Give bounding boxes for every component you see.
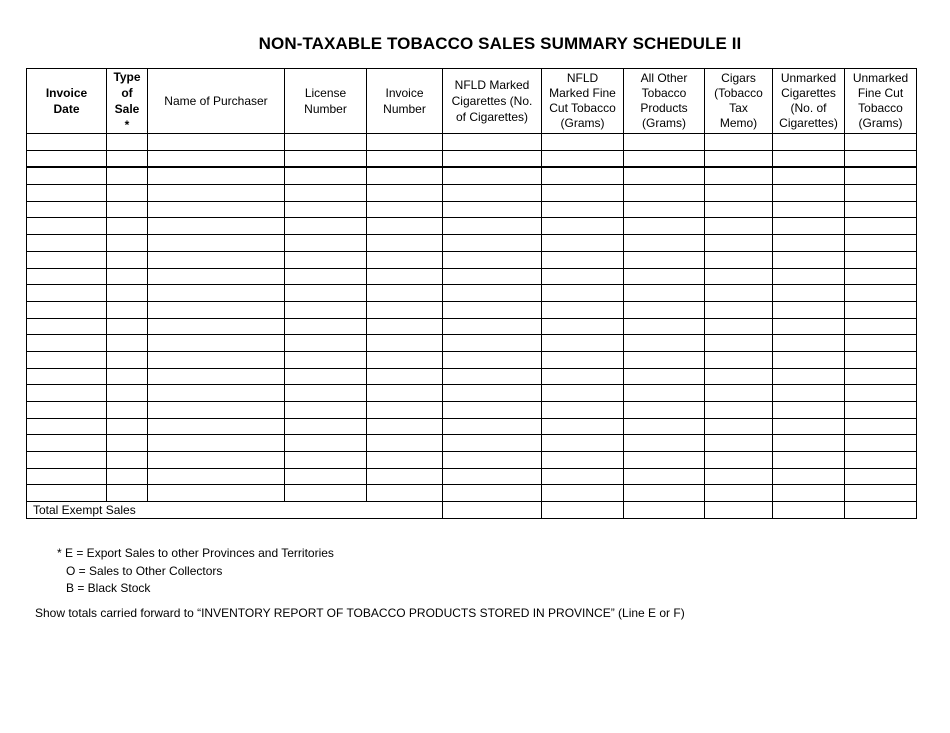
table-cell[interactable] <box>542 435 624 452</box>
table-cell[interactable] <box>148 318 285 335</box>
table-cell[interactable] <box>542 268 624 285</box>
table-cell[interactable] <box>443 268 542 285</box>
table-cell[interactable] <box>443 335 542 352</box>
table-cell[interactable] <box>285 218 367 235</box>
table-cell[interactable] <box>148 301 285 318</box>
table-cell[interactable] <box>285 318 367 335</box>
table-cell[interactable] <box>107 235 148 252</box>
table-cell[interactable] <box>285 134 367 151</box>
header-unmarked-fine-cut: Unmarked Fine Cut Tobacco (Grams) <box>845 69 917 134</box>
table-cell[interactable] <box>285 468 367 485</box>
table-cell[interactable] <box>27 301 107 318</box>
table-cell[interactable] <box>367 335 443 352</box>
table-cell[interactable] <box>542 134 624 151</box>
table-cell[interactable] <box>443 167 542 184</box>
table-cell[interactable] <box>773 251 845 268</box>
total-cell[interactable] <box>443 502 542 519</box>
table-cell[interactable] <box>542 485 624 502</box>
table-cell[interactable] <box>443 185 542 202</box>
table-cell[interactable] <box>107 150 148 167</box>
table-cell[interactable] <box>27 402 107 419</box>
table-cell[interactable] <box>542 235 624 252</box>
table-row <box>27 368 917 385</box>
table-cell[interactable] <box>148 435 285 452</box>
table-cell[interactable] <box>107 268 148 285</box>
table-cell[interactable] <box>845 335 917 352</box>
table-cell[interactable] <box>27 351 107 368</box>
header-name-of-purchaser: Name of Purchaser <box>148 69 285 134</box>
table-cell[interactable] <box>148 251 285 268</box>
table-cell[interactable] <box>624 318 705 335</box>
table-cell[interactable] <box>367 301 443 318</box>
table-cell[interactable] <box>285 251 367 268</box>
table-row <box>27 335 917 352</box>
table-row <box>27 468 917 485</box>
table-cell[interactable] <box>148 468 285 485</box>
table-cell[interactable] <box>705 351 773 368</box>
table-cell[interactable] <box>845 385 917 402</box>
legend-export: * E = Export Sales to other Provinces and Territories <box>57 546 334 560</box>
table-cell[interactable] <box>148 218 285 235</box>
table-cell[interactable] <box>845 435 917 452</box>
table-cell[interactable] <box>367 134 443 151</box>
table-cell[interactable] <box>107 468 148 485</box>
table-cell[interactable] <box>148 351 285 368</box>
table-cell[interactable] <box>107 285 148 302</box>
table-cell[interactable] <box>443 351 542 368</box>
total-cell[interactable] <box>624 502 705 519</box>
table-cell[interactable] <box>27 385 107 402</box>
header-all-other-tobacco: All Other Tobacco Products (Grams) <box>624 69 705 134</box>
legend-black-stock: B = Black Stock <box>66 581 151 595</box>
table-cell[interactable] <box>443 218 542 235</box>
table-cell[interactable] <box>27 485 107 502</box>
table-cell[interactable] <box>148 201 285 218</box>
table-cell[interactable] <box>285 485 367 502</box>
table-cell[interactable] <box>107 301 148 318</box>
table-cell[interactable] <box>542 318 624 335</box>
table-cell[interactable] <box>624 285 705 302</box>
table-row <box>27 351 917 368</box>
table-cell[interactable] <box>624 235 705 252</box>
table-cell[interactable] <box>624 485 705 502</box>
table-cell[interactable] <box>443 452 542 469</box>
table-cell[interactable] <box>285 167 367 184</box>
table-cell[interactable] <box>845 402 917 419</box>
table-cell[interactable] <box>443 418 542 435</box>
total-cell[interactable] <box>705 502 773 519</box>
table-cell[interactable] <box>845 235 917 252</box>
table-cell[interactable] <box>285 285 367 302</box>
table-cell[interactable] <box>624 418 705 435</box>
table-cell[interactable] <box>367 468 443 485</box>
table-cell[interactable] <box>107 251 148 268</box>
table-cell[interactable] <box>27 368 107 385</box>
table-cell[interactable] <box>27 335 107 352</box>
table-cell[interactable] <box>148 402 285 419</box>
table-cell[interactable] <box>705 201 773 218</box>
table-row <box>27 301 917 318</box>
table-cell[interactable] <box>624 251 705 268</box>
table-cell[interactable] <box>443 251 542 268</box>
table-cell[interactable] <box>705 335 773 352</box>
table-cell[interactable] <box>27 435 107 452</box>
header-row <box>27 69 917 134</box>
table-cell[interactable] <box>367 402 443 419</box>
table-cell[interactable] <box>107 335 148 352</box>
table-row <box>27 268 917 285</box>
table-cell[interactable] <box>624 351 705 368</box>
table-cell[interactable] <box>705 268 773 285</box>
table-row <box>27 418 917 435</box>
table-cell[interactable] <box>773 218 845 235</box>
table-cell[interactable] <box>542 351 624 368</box>
table-cell[interactable] <box>542 150 624 167</box>
table-cell[interactable] <box>845 418 917 435</box>
table-cell[interactable] <box>367 201 443 218</box>
table-cell[interactable] <box>367 485 443 502</box>
table-row <box>27 201 917 218</box>
table-cell[interactable] <box>773 368 845 385</box>
table-cell[interactable] <box>285 268 367 285</box>
table-row <box>27 452 917 469</box>
table-cell[interactable] <box>624 268 705 285</box>
table-cell[interactable] <box>285 351 367 368</box>
table-cell[interactable] <box>148 418 285 435</box>
table-cell[interactable] <box>27 218 107 235</box>
table-cell[interactable] <box>148 285 285 302</box>
table-cell[interactable] <box>285 150 367 167</box>
table-cell[interactable] <box>624 402 705 419</box>
table-cell[interactable] <box>107 435 148 452</box>
table-cell[interactable] <box>705 418 773 435</box>
table-cell[interactable] <box>773 435 845 452</box>
table-row <box>27 485 917 502</box>
table-cell[interactable] <box>443 468 542 485</box>
table-cell[interactable] <box>148 485 285 502</box>
table-cell[interactable] <box>443 485 542 502</box>
table-cell[interactable] <box>27 318 107 335</box>
header-invoice-date: Invoice Date <box>27 69 107 134</box>
table-cell[interactable] <box>705 167 773 184</box>
table-cell[interactable] <box>845 351 917 368</box>
table-cell[interactable] <box>27 134 107 151</box>
table-cell[interactable] <box>27 268 107 285</box>
sale-type-legend <box>57 545 334 598</box>
header-nfld-marked-cigarettes: NFLD Marked Cigarettes (No. of Cigarettes) <box>443 69 542 134</box>
table-cell[interactable] <box>107 385 148 402</box>
table-cell[interactable] <box>845 134 917 151</box>
table-cell[interactable] <box>845 218 917 235</box>
table-cell[interactable] <box>443 235 542 252</box>
table-cell[interactable] <box>367 251 443 268</box>
table-cell[interactable] <box>27 201 107 218</box>
table-cell[interactable] <box>773 167 845 184</box>
table-cell[interactable] <box>705 368 773 385</box>
table-cell[interactable] <box>773 402 845 419</box>
table-cell[interactable] <box>542 335 624 352</box>
table-cell[interactable] <box>624 335 705 352</box>
table-cell[interactable] <box>542 402 624 419</box>
table-cell[interactable] <box>107 201 148 218</box>
table-cell[interactable] <box>773 335 845 352</box>
table-cell[interactable] <box>845 185 917 202</box>
table-cell[interactable] <box>624 167 705 184</box>
total-label: Total Exempt Sales <box>27 502 443 519</box>
table-cell[interactable] <box>27 285 107 302</box>
table-cell[interactable] <box>705 218 773 235</box>
table-cell[interactable] <box>705 452 773 469</box>
table-row <box>27 150 917 167</box>
table-cell[interactable] <box>107 167 148 184</box>
table-cell[interactable] <box>367 351 443 368</box>
table-cell[interactable] <box>845 318 917 335</box>
table-cell[interactable] <box>285 201 367 218</box>
table-cell[interactable] <box>624 201 705 218</box>
table-cell[interactable] <box>367 418 443 435</box>
table-row <box>27 167 917 184</box>
table-cell[interactable] <box>285 385 367 402</box>
table-cell[interactable] <box>705 251 773 268</box>
table-cell[interactable] <box>845 485 917 502</box>
table-cell[interactable] <box>443 285 542 302</box>
total-row <box>27 502 917 519</box>
table-cell[interactable] <box>443 301 542 318</box>
table-cell[interactable] <box>367 150 443 167</box>
table-cell[interactable] <box>285 185 367 202</box>
table-cell[interactable] <box>773 452 845 469</box>
table-cell[interactable] <box>107 402 148 419</box>
table-cell[interactable] <box>367 167 443 184</box>
table-cell[interactable] <box>367 235 443 252</box>
table-cell[interactable] <box>542 167 624 184</box>
table-cell[interactable] <box>542 218 624 235</box>
table-cell[interactable] <box>27 251 107 268</box>
table-cell[interactable] <box>107 134 148 151</box>
table-cell[interactable] <box>107 368 148 385</box>
table-cell[interactable] <box>148 368 285 385</box>
table-cell[interactable] <box>107 218 148 235</box>
table-cell[interactable] <box>773 301 845 318</box>
table-cell[interactable] <box>367 285 443 302</box>
table-cell[interactable] <box>542 285 624 302</box>
table-cell[interactable] <box>845 167 917 184</box>
table-cell[interactable] <box>542 418 624 435</box>
table-row <box>27 435 917 452</box>
table-cell[interactable] <box>705 435 773 452</box>
table-cell[interactable] <box>27 468 107 485</box>
table-row <box>27 251 917 268</box>
header-cigars: Cigars (Tobacco Tax Memo) <box>705 69 773 134</box>
table-cell[interactable] <box>845 368 917 385</box>
table-cell[interactable] <box>367 385 443 402</box>
table-cell[interactable] <box>148 167 285 184</box>
table-cell[interactable] <box>773 150 845 167</box>
table-cell[interactable] <box>148 385 285 402</box>
sales-summary-table <box>26 68 917 519</box>
header-license-number: License Number <box>285 69 367 134</box>
table-cell[interactable] <box>845 452 917 469</box>
header-invoice-number: Invoice Number <box>367 69 443 134</box>
table-cell[interactable] <box>705 485 773 502</box>
table-cell[interactable] <box>367 452 443 469</box>
table-cell[interactable] <box>443 385 542 402</box>
table-row <box>27 318 917 335</box>
table-cell[interactable] <box>443 402 542 419</box>
total-cell[interactable] <box>542 502 624 519</box>
table-cell[interactable] <box>443 150 542 167</box>
table-row <box>27 402 917 419</box>
table-cell[interactable] <box>367 218 443 235</box>
table-row <box>27 285 917 302</box>
table-cell[interactable] <box>367 368 443 385</box>
table-cell[interactable] <box>773 268 845 285</box>
table-cell[interactable] <box>705 235 773 252</box>
header-nfld-marked-fine-cut: NFLD Marked Fine Cut Tobacco (Grams) <box>542 69 624 134</box>
table-cell[interactable] <box>542 468 624 485</box>
table-cell[interactable] <box>845 285 917 302</box>
table-cell[interactable] <box>542 185 624 202</box>
table-cell[interactable] <box>773 134 845 151</box>
table-cell[interactable] <box>27 185 107 202</box>
table-cell[interactable] <box>542 452 624 469</box>
table-cell[interactable] <box>148 268 285 285</box>
table-cell[interactable] <box>773 418 845 435</box>
table-cell[interactable] <box>148 185 285 202</box>
table-cell[interactable] <box>705 385 773 402</box>
table-cell[interactable] <box>285 301 367 318</box>
table-cell[interactable] <box>705 468 773 485</box>
table-cell[interactable] <box>107 185 148 202</box>
table-cell[interactable] <box>624 301 705 318</box>
table-cell[interactable] <box>624 150 705 167</box>
table-cell[interactable] <box>148 134 285 151</box>
table-cell[interactable] <box>27 418 107 435</box>
table-cell[interactable] <box>542 201 624 218</box>
table-cell[interactable] <box>705 134 773 151</box>
table-cell[interactable] <box>773 201 845 218</box>
table-row <box>27 185 917 202</box>
table-cell[interactable] <box>624 468 705 485</box>
table-cell[interactable] <box>773 351 845 368</box>
table-cell[interactable] <box>845 468 917 485</box>
table-cell[interactable] <box>624 134 705 151</box>
table-cell[interactable] <box>148 235 285 252</box>
table-cell[interactable] <box>773 468 845 485</box>
table-cell[interactable] <box>443 201 542 218</box>
table-cell[interactable] <box>624 452 705 469</box>
table-cell[interactable] <box>773 285 845 302</box>
table-cell[interactable] <box>285 452 367 469</box>
table-cell[interactable] <box>773 485 845 502</box>
table-cell[interactable] <box>845 301 917 318</box>
legend-other-collectors: O = Sales to Other Collectors <box>66 563 223 578</box>
table-cell[interactable] <box>845 201 917 218</box>
table-cell[interactable] <box>443 435 542 452</box>
table-cell[interactable] <box>443 134 542 151</box>
table-cell[interactable] <box>367 268 443 285</box>
table-cell[interactable] <box>443 368 542 385</box>
table-cell[interactable] <box>624 435 705 452</box>
table-cell[interactable] <box>27 452 107 469</box>
table-cell[interactable] <box>542 368 624 385</box>
table-cell[interactable] <box>624 385 705 402</box>
table-cell[interactable] <box>285 235 367 252</box>
table-cell[interactable] <box>107 485 148 502</box>
table-cell[interactable] <box>367 435 443 452</box>
table-cell[interactable] <box>107 418 148 435</box>
table-row <box>27 134 917 151</box>
table-cell[interactable] <box>27 167 107 184</box>
table-cell[interactable] <box>367 318 443 335</box>
table-cell[interactable] <box>705 285 773 302</box>
table-cell[interactable] <box>845 268 917 285</box>
table-cell[interactable] <box>705 318 773 335</box>
table-cell[interactable] <box>705 402 773 419</box>
header-type-of-sale: Type of Sale * <box>107 69 148 134</box>
total-cell[interactable] <box>773 502 845 519</box>
table-row <box>27 385 917 402</box>
table-cell[interactable] <box>705 301 773 318</box>
table-row <box>27 218 917 235</box>
table-cell[interactable] <box>285 402 367 419</box>
table-cell[interactable] <box>845 150 917 167</box>
table-cell[interactable] <box>285 435 367 452</box>
table-cell[interactable] <box>148 452 285 469</box>
table-cell[interactable] <box>705 150 773 167</box>
table-cell[interactable] <box>773 185 845 202</box>
header-unmarked-cigarettes: Unmarked Cigarettes (No. of Cigarettes) <box>773 69 845 134</box>
table-cell[interactable] <box>27 150 107 167</box>
table-cell[interactable] <box>624 218 705 235</box>
table-cell[interactable] <box>367 185 443 202</box>
table-cell[interactable] <box>285 335 367 352</box>
table-cell[interactable] <box>285 368 367 385</box>
table-cell[interactable] <box>107 318 148 335</box>
table-cell[interactable] <box>624 368 705 385</box>
table-cell[interactable] <box>285 418 367 435</box>
table-cell[interactable] <box>542 385 624 402</box>
table-cell[interactable] <box>542 301 624 318</box>
table-cell[interactable] <box>705 185 773 202</box>
table-row <box>27 235 917 252</box>
table-cell[interactable] <box>27 235 107 252</box>
table-cell[interactable] <box>624 185 705 202</box>
table-cell[interactable] <box>148 150 285 167</box>
table-cell[interactable] <box>773 235 845 252</box>
total-cell[interactable] <box>845 502 917 519</box>
table-cell[interactable] <box>845 251 917 268</box>
carry-forward-note: Show totals carried forward to “INVENTORY REPORT OF TOBACCO PRODUCTS STORED IN PROVINCE” (Line E or F) <box>35 606 685 620</box>
table-cell[interactable] <box>773 318 845 335</box>
table-cell[interactable] <box>542 251 624 268</box>
table-cell[interactable] <box>148 335 285 352</box>
table-cell[interactable] <box>773 385 845 402</box>
table-cell[interactable] <box>107 452 148 469</box>
table-cell[interactable] <box>107 351 148 368</box>
table-cell[interactable] <box>443 318 542 335</box>
page-title: NON-TAXABLE TOBACCO SALES SUMMARY SCHEDULE II <box>258 34 742 53</box>
